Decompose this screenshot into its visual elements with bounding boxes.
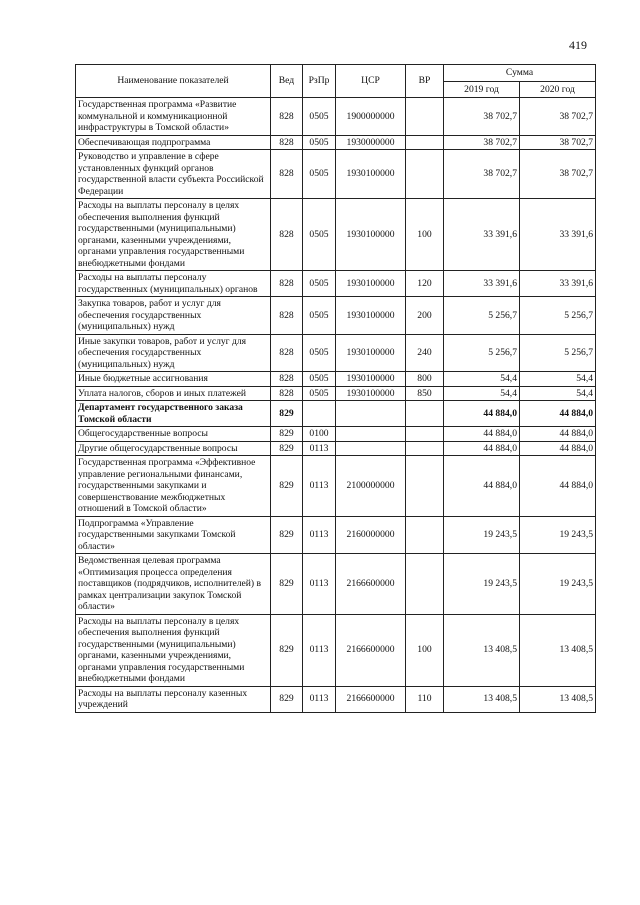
cell-ved: 828 xyxy=(271,98,303,136)
cell-rzpr: 0113 xyxy=(303,686,336,712)
cell-csr: 2166600000 xyxy=(336,614,406,686)
cell-ved: 828 xyxy=(271,271,303,297)
cell-rzpr: 0113 xyxy=(303,554,336,615)
table-row xyxy=(76,372,596,387)
cell-rzpr: 0113 xyxy=(303,614,336,686)
cell-vr: 110 xyxy=(406,686,444,712)
cell-ved: 828 xyxy=(271,150,303,199)
header-name: Наименование показателей xyxy=(76,65,271,98)
cell-csr: 1930100000 xyxy=(336,334,406,372)
header-rzpr: РзПр xyxy=(303,65,336,98)
cell-vr: 100 xyxy=(406,199,444,271)
cell-2020: 33 391,6 xyxy=(520,271,596,297)
cell-vr xyxy=(406,554,444,615)
cell-rzpr: 0505 xyxy=(303,334,336,372)
cell-2019: 38 702,7 xyxy=(444,150,520,199)
cell-rzpr: 0505 xyxy=(303,98,336,136)
cell-2019: 54,4 xyxy=(444,386,520,401)
header-ved: Вед xyxy=(271,65,303,98)
cell-2020: 38 702,7 xyxy=(520,135,596,150)
cell-csr xyxy=(336,427,406,442)
cell-rzpr: 0505 xyxy=(303,386,336,401)
cell-ved: 829 xyxy=(271,427,303,442)
cell-csr: 2166600000 xyxy=(336,554,406,615)
cell-2019: 44 884,0 xyxy=(444,456,520,517)
cell-csr: 2166600000 xyxy=(336,686,406,712)
cell-csr: 2100000000 xyxy=(336,456,406,517)
cell-name: Ведомственная целевая программа «Оптимизация процесса определения поставщиков (подрядчиков, исполнителей) в рамках централизации закупок Томской области» xyxy=(76,554,271,615)
cell-ved: 828 xyxy=(271,386,303,401)
cell-vr xyxy=(406,135,444,150)
cell-rzpr: 0113 xyxy=(303,516,336,554)
table-row xyxy=(76,686,596,712)
cell-2020: 13 408,5 xyxy=(520,614,596,686)
table-row xyxy=(76,614,596,686)
cell-name: Государственная программа «Эффективное управление региональными финансами, государственными закупками и совершенствование межбюджетных отношений в Томской области» xyxy=(76,456,271,517)
cell-name: Расходы на выплаты персоналу государственных (муниципальных) органов xyxy=(76,271,271,297)
cell-csr xyxy=(336,401,406,427)
header-csr: ЦСР xyxy=(336,65,406,98)
cell-csr: 1930100000 xyxy=(336,386,406,401)
budget-table xyxy=(75,64,596,713)
cell-2019: 54,4 xyxy=(444,372,520,387)
page-number: 419 xyxy=(569,38,587,52)
cell-vr: 200 xyxy=(406,297,444,335)
header-sum: Сумма xyxy=(444,65,596,82)
cell-name: Другие общегосударственные вопросы xyxy=(76,441,271,456)
cell-csr: 1930100000 xyxy=(336,372,406,387)
cell-vr xyxy=(406,516,444,554)
cell-name: Подпрограмма «Управление государственными закупками Томской области» xyxy=(76,516,271,554)
cell-2020: 44 884,0 xyxy=(520,441,596,456)
cell-2020: 38 702,7 xyxy=(520,150,596,199)
cell-name: Иные закупки товаров, работ и услуг для обеспечения государственных (муниципальных) нужд xyxy=(76,334,271,372)
cell-name: Расходы на выплаты персоналу в целях обеспечения выполнения функций государственными (муниципальными) органами, казенными учреждениями, органами управления государственными внебюджетными фондами xyxy=(76,199,271,271)
cell-rzpr xyxy=(303,401,336,427)
table-row xyxy=(76,516,596,554)
cell-rzpr: 0505 xyxy=(303,199,336,271)
cell-name: Расходы на выплаты персоналу в целях обеспечения выполнения функций государственными (муниципальными) органами, казенными учреждениями, органами управления государственными внебюджетными фондами xyxy=(76,614,271,686)
table-row xyxy=(76,199,596,271)
cell-vr: 120 xyxy=(406,271,444,297)
cell-ved: 829 xyxy=(271,516,303,554)
cell-2019: 5 256,7 xyxy=(444,297,520,335)
cell-rzpr: 0505 xyxy=(303,372,336,387)
cell-name: Расходы на выплаты персоналу казенных учреждений xyxy=(76,686,271,712)
cell-rzpr: 0113 xyxy=(303,441,336,456)
cell-csr xyxy=(336,441,406,456)
cell-name: Руководство и управление в сфере установленных функций органов государственной власти субъекта Российской Федерации xyxy=(76,150,271,199)
cell-csr: 1900000000 xyxy=(336,98,406,136)
cell-ved: 829 xyxy=(271,441,303,456)
cell-vr: 800 xyxy=(406,372,444,387)
cell-2020: 19 243,5 xyxy=(520,516,596,554)
cell-2020: 44 884,0 xyxy=(520,456,596,517)
cell-vr: 100 xyxy=(406,614,444,686)
cell-ved: 828 xyxy=(271,135,303,150)
cell-ved: 829 xyxy=(271,614,303,686)
cell-2020: 44 884,0 xyxy=(520,401,596,427)
cell-rzpr: 0505 xyxy=(303,150,336,199)
cell-2020: 13 408,5 xyxy=(520,686,596,712)
cell-2020: 54,4 xyxy=(520,372,596,387)
cell-2020: 54,4 xyxy=(520,386,596,401)
table-row xyxy=(76,334,596,372)
header-2020: 2020 год xyxy=(520,81,596,98)
cell-2019: 44 884,0 xyxy=(444,441,520,456)
cell-2019: 44 884,0 xyxy=(444,427,520,442)
cell-name: Уплата налогов, сборов и иных платежей xyxy=(76,386,271,401)
cell-vr xyxy=(406,98,444,136)
table-row xyxy=(76,150,596,199)
cell-csr: 1930100000 xyxy=(336,199,406,271)
cell-2020: 44 884,0 xyxy=(520,427,596,442)
cell-2020: 33 391,6 xyxy=(520,199,596,271)
table-body xyxy=(76,98,596,713)
cell-rzpr: 0100 xyxy=(303,427,336,442)
cell-vr xyxy=(406,401,444,427)
cell-vr xyxy=(406,427,444,442)
cell-ved: 828 xyxy=(271,372,303,387)
cell-ved: 829 xyxy=(271,554,303,615)
cell-ved: 829 xyxy=(271,456,303,517)
cell-2019: 5 256,7 xyxy=(444,334,520,372)
table-row xyxy=(76,441,596,456)
cell-rzpr: 0505 xyxy=(303,135,336,150)
cell-name: Иные бюджетные ассигнования xyxy=(76,372,271,387)
table-row xyxy=(76,401,596,427)
cell-ved: 828 xyxy=(271,199,303,271)
header-2019: 2019 год xyxy=(444,81,520,98)
table-row xyxy=(76,135,596,150)
cell-csr: 1930100000 xyxy=(336,271,406,297)
cell-name: Обеспечивающая подпрограмма xyxy=(76,135,271,150)
cell-name: Департамент государственного заказа Томской области xyxy=(76,401,271,427)
header-vr: ВР xyxy=(406,65,444,98)
cell-ved: 828 xyxy=(271,297,303,335)
cell-vr: 850 xyxy=(406,386,444,401)
cell-2020: 5 256,7 xyxy=(520,334,596,372)
cell-vr xyxy=(406,150,444,199)
cell-name: Общегосударственные вопросы xyxy=(76,427,271,442)
table-row xyxy=(76,456,596,517)
cell-2020: 19 243,5 xyxy=(520,554,596,615)
cell-ved: 829 xyxy=(271,401,303,427)
cell-vr xyxy=(406,456,444,517)
cell-2020: 5 256,7 xyxy=(520,297,596,335)
cell-csr: 1930100000 xyxy=(336,150,406,199)
cell-name: Закупка товаров, работ и услуг для обеспечения государственных (муниципальных) нужд xyxy=(76,297,271,335)
cell-csr: 2160000000 xyxy=(336,516,406,554)
cell-2019: 19 243,5 xyxy=(444,516,520,554)
cell-2019: 33 391,6 xyxy=(444,271,520,297)
cell-csr: 1930100000 xyxy=(336,297,406,335)
cell-2019: 19 243,5 xyxy=(444,554,520,615)
cell-rzpr: 0505 xyxy=(303,297,336,335)
table-row xyxy=(76,271,596,297)
cell-vr xyxy=(406,441,444,456)
table-row xyxy=(76,427,596,442)
table-row xyxy=(76,297,596,335)
cell-2019: 33 391,6 xyxy=(444,199,520,271)
cell-rzpr: 0113 xyxy=(303,456,336,517)
cell-rzpr: 0505 xyxy=(303,271,336,297)
cell-name: Государственная программа «Развитие коммунальной и коммуникационной инфраструктуры в Томской области» xyxy=(76,98,271,136)
cell-2019: 38 702,7 xyxy=(444,135,520,150)
cell-csr: 1930000000 xyxy=(336,135,406,150)
cell-ved: 829 xyxy=(271,686,303,712)
cell-2019: 13 408,5 xyxy=(444,614,520,686)
table-row xyxy=(76,386,596,401)
table-row xyxy=(76,98,596,136)
cell-2019: 44 884,0 xyxy=(444,401,520,427)
cell-vr: 240 xyxy=(406,334,444,372)
cell-ved: 828 xyxy=(271,334,303,372)
cell-2019: 38 702,7 xyxy=(444,98,520,136)
table-row xyxy=(76,554,596,615)
cell-2019: 13 408,5 xyxy=(444,686,520,712)
cell-2020: 38 702,7 xyxy=(520,98,596,136)
